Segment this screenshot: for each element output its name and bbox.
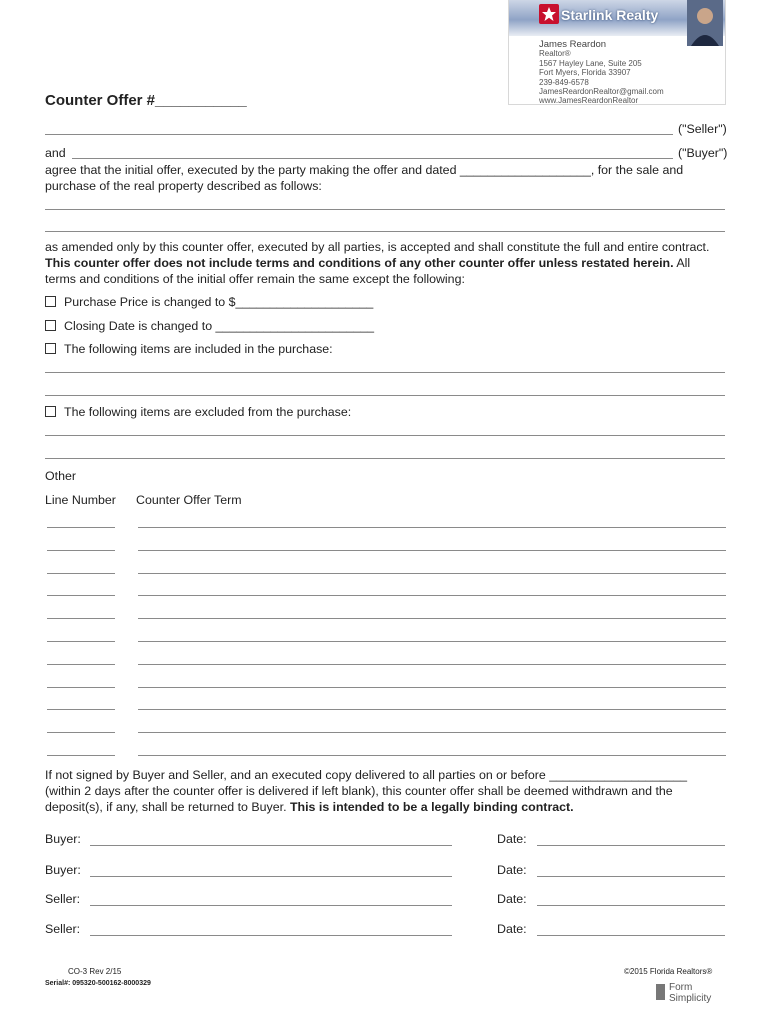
line-number-field[interactable] [47,687,115,688]
agent-photo [687,0,723,46]
seller-date-label: Date: [497,892,527,906]
purchase-price-checkbox[interactable] [45,296,56,307]
option-excluded-items [45,405,351,420]
agent-title: Realtor® [539,49,571,59]
excluded-items-field[interactable] [45,435,725,436]
notsigned-text-3 [45,800,574,815]
option-included-items [45,342,333,357]
formsimplicity-text: Form Simplicity [669,982,712,1004]
seller2-signature-label: Seller: [45,922,81,936]
agent-email[interactable]: JamesReardonRealtor@gmail.com [539,87,664,97]
and-label: and [45,146,66,160]
buyer2-signature-field[interactable] [90,876,452,877]
line-number-field[interactable] [47,573,115,574]
seller-label: ("Seller") [678,122,727,136]
agent-contact [539,40,664,105]
agent-website[interactable]: www.JamesReardonRealtor [539,96,639,105]
all-word: All [676,256,691,270]
seller-date-field[interactable] [537,905,725,906]
copyright: ©2015 Florida Realtors® [624,967,713,976]
bold-clause-text: This counter offer does not include terms and conditions of any other counter offer unless restated herein. [45,256,674,270]
bold-clause [45,256,690,271]
form-id: CO-3 Rev 2/15 [68,967,122,976]
counter-offer-term-field[interactable] [138,732,726,733]
seller-signature-label: Seller: [45,892,81,906]
notsigned-text-2: (within 2 days after the counter offer is delivered if left blank), this counter offer shall be deemed withdrawn and the [45,784,673,798]
purchase-price-label: Purchase Price is changed to $____________________ [64,295,374,309]
agree-text-2: purchase of the real property described as follows: [45,179,322,193]
buyer-date-label: Date: [497,832,527,846]
counter-offer-term-field[interactable] [138,550,726,551]
agent-address1: 1567 Hayley Lane, Suite 205 [539,58,642,68]
document-icon [656,984,665,1000]
line-number-field[interactable] [47,595,115,596]
line-number-field[interactable] [47,664,115,665]
deposit-text: deposit(s), if any, shall be returned to Buyer. [45,800,287,814]
binding-contract-text: This is intended to be a legally binding contract. [289,800,574,814]
other-label: Other [45,469,76,483]
included-items-field[interactable] [45,372,725,373]
seller2-date-label: Date: [497,922,527,936]
counter-offer-term-field[interactable] [138,687,726,688]
counter-offer-term-field[interactable] [138,709,726,710]
seller2-date-field[interactable] [537,935,725,936]
seller-signature-field[interactable] [90,905,452,906]
option-purchase-price [45,295,373,310]
buyer2-date-label: Date: [497,863,527,877]
property-description-field[interactable] [45,231,725,232]
counter-offer-term-field[interactable] [138,664,726,665]
buyer2-signature-label: Buyer: [45,863,81,877]
agent-address2: Fort Myers, Florida 33907 [539,68,631,78]
option-closing-date [45,319,374,334]
included-items-checkbox[interactable] [45,343,56,354]
line-number-field[interactable] [47,550,115,551]
buyer-date-field[interactable] [537,845,725,846]
counter-offer-term-field[interactable] [138,527,726,528]
amended-text: as amended only by this counter offer, executed by all parties, is accepted and shall constitute the full and entire contract. [45,240,710,254]
star-logo-icon [539,4,559,24]
agent-header [508,0,726,105]
included-items-label: The following items are included in the purchase: [64,342,333,356]
serial-number: Serial#: 095320-500162-8000329 [45,980,151,987]
line-number-field[interactable] [47,709,115,710]
counter-offer-term-field[interactable] [138,641,726,642]
seller2-signature-field[interactable] [90,935,452,936]
buyer-signature-field[interactable] [90,845,452,846]
counter-offer-term-field[interactable] [138,573,726,574]
line-number-header: Line Number [45,493,116,507]
terms-text: terms and conditions of the initial offer remain the same except the following: [45,272,465,286]
buyer-signature-label: Buyer: [45,832,81,846]
buyer2-date-field[interactable] [537,876,725,877]
line-number-field[interactable] [47,527,115,528]
notsigned-text-1: If not signed by Buyer and Seller, and an executed copy delivered to all parties on or before ____________________ [45,768,688,782]
counter-offer-term-field[interactable] [138,755,726,756]
brand-name: Starlink Realty [561,7,659,23]
line-number-field[interactable] [47,732,115,733]
page-title: Counter Offer #___________ [45,92,247,109]
agent-name: James Reardon [539,39,607,50]
included-items-field[interactable] [45,395,725,396]
seller-name-field[interactable] [45,134,673,135]
line-number-field[interactable] [47,755,115,756]
counter-offer-term-header: Counter Offer Term [136,493,242,507]
excluded-items-label: The following items are excluded from the purchase: [64,405,352,419]
closing-date-label: Closing Date is changed to _______________________ [64,319,375,333]
excluded-items-checkbox[interactable] [45,406,56,417]
closing-date-checkbox[interactable] [45,320,56,331]
line-number-field[interactable] [47,641,115,642]
line-number-field[interactable] [47,618,115,619]
agent-phone: 239-849-6578 [539,77,589,87]
agree-text: agree that the initial offer, executed by the party making the offer and dated ___________________, for the sale and [45,163,684,177]
buyer-name-field[interactable] [72,158,673,159]
counter-offer-term-field[interactable] [138,595,726,596]
counter-offer-term-field[interactable] [138,618,726,619]
excluded-items-field[interactable] [45,458,725,459]
buyer-label: ("Buyer") [678,146,728,160]
property-description-field[interactable] [45,209,725,210]
